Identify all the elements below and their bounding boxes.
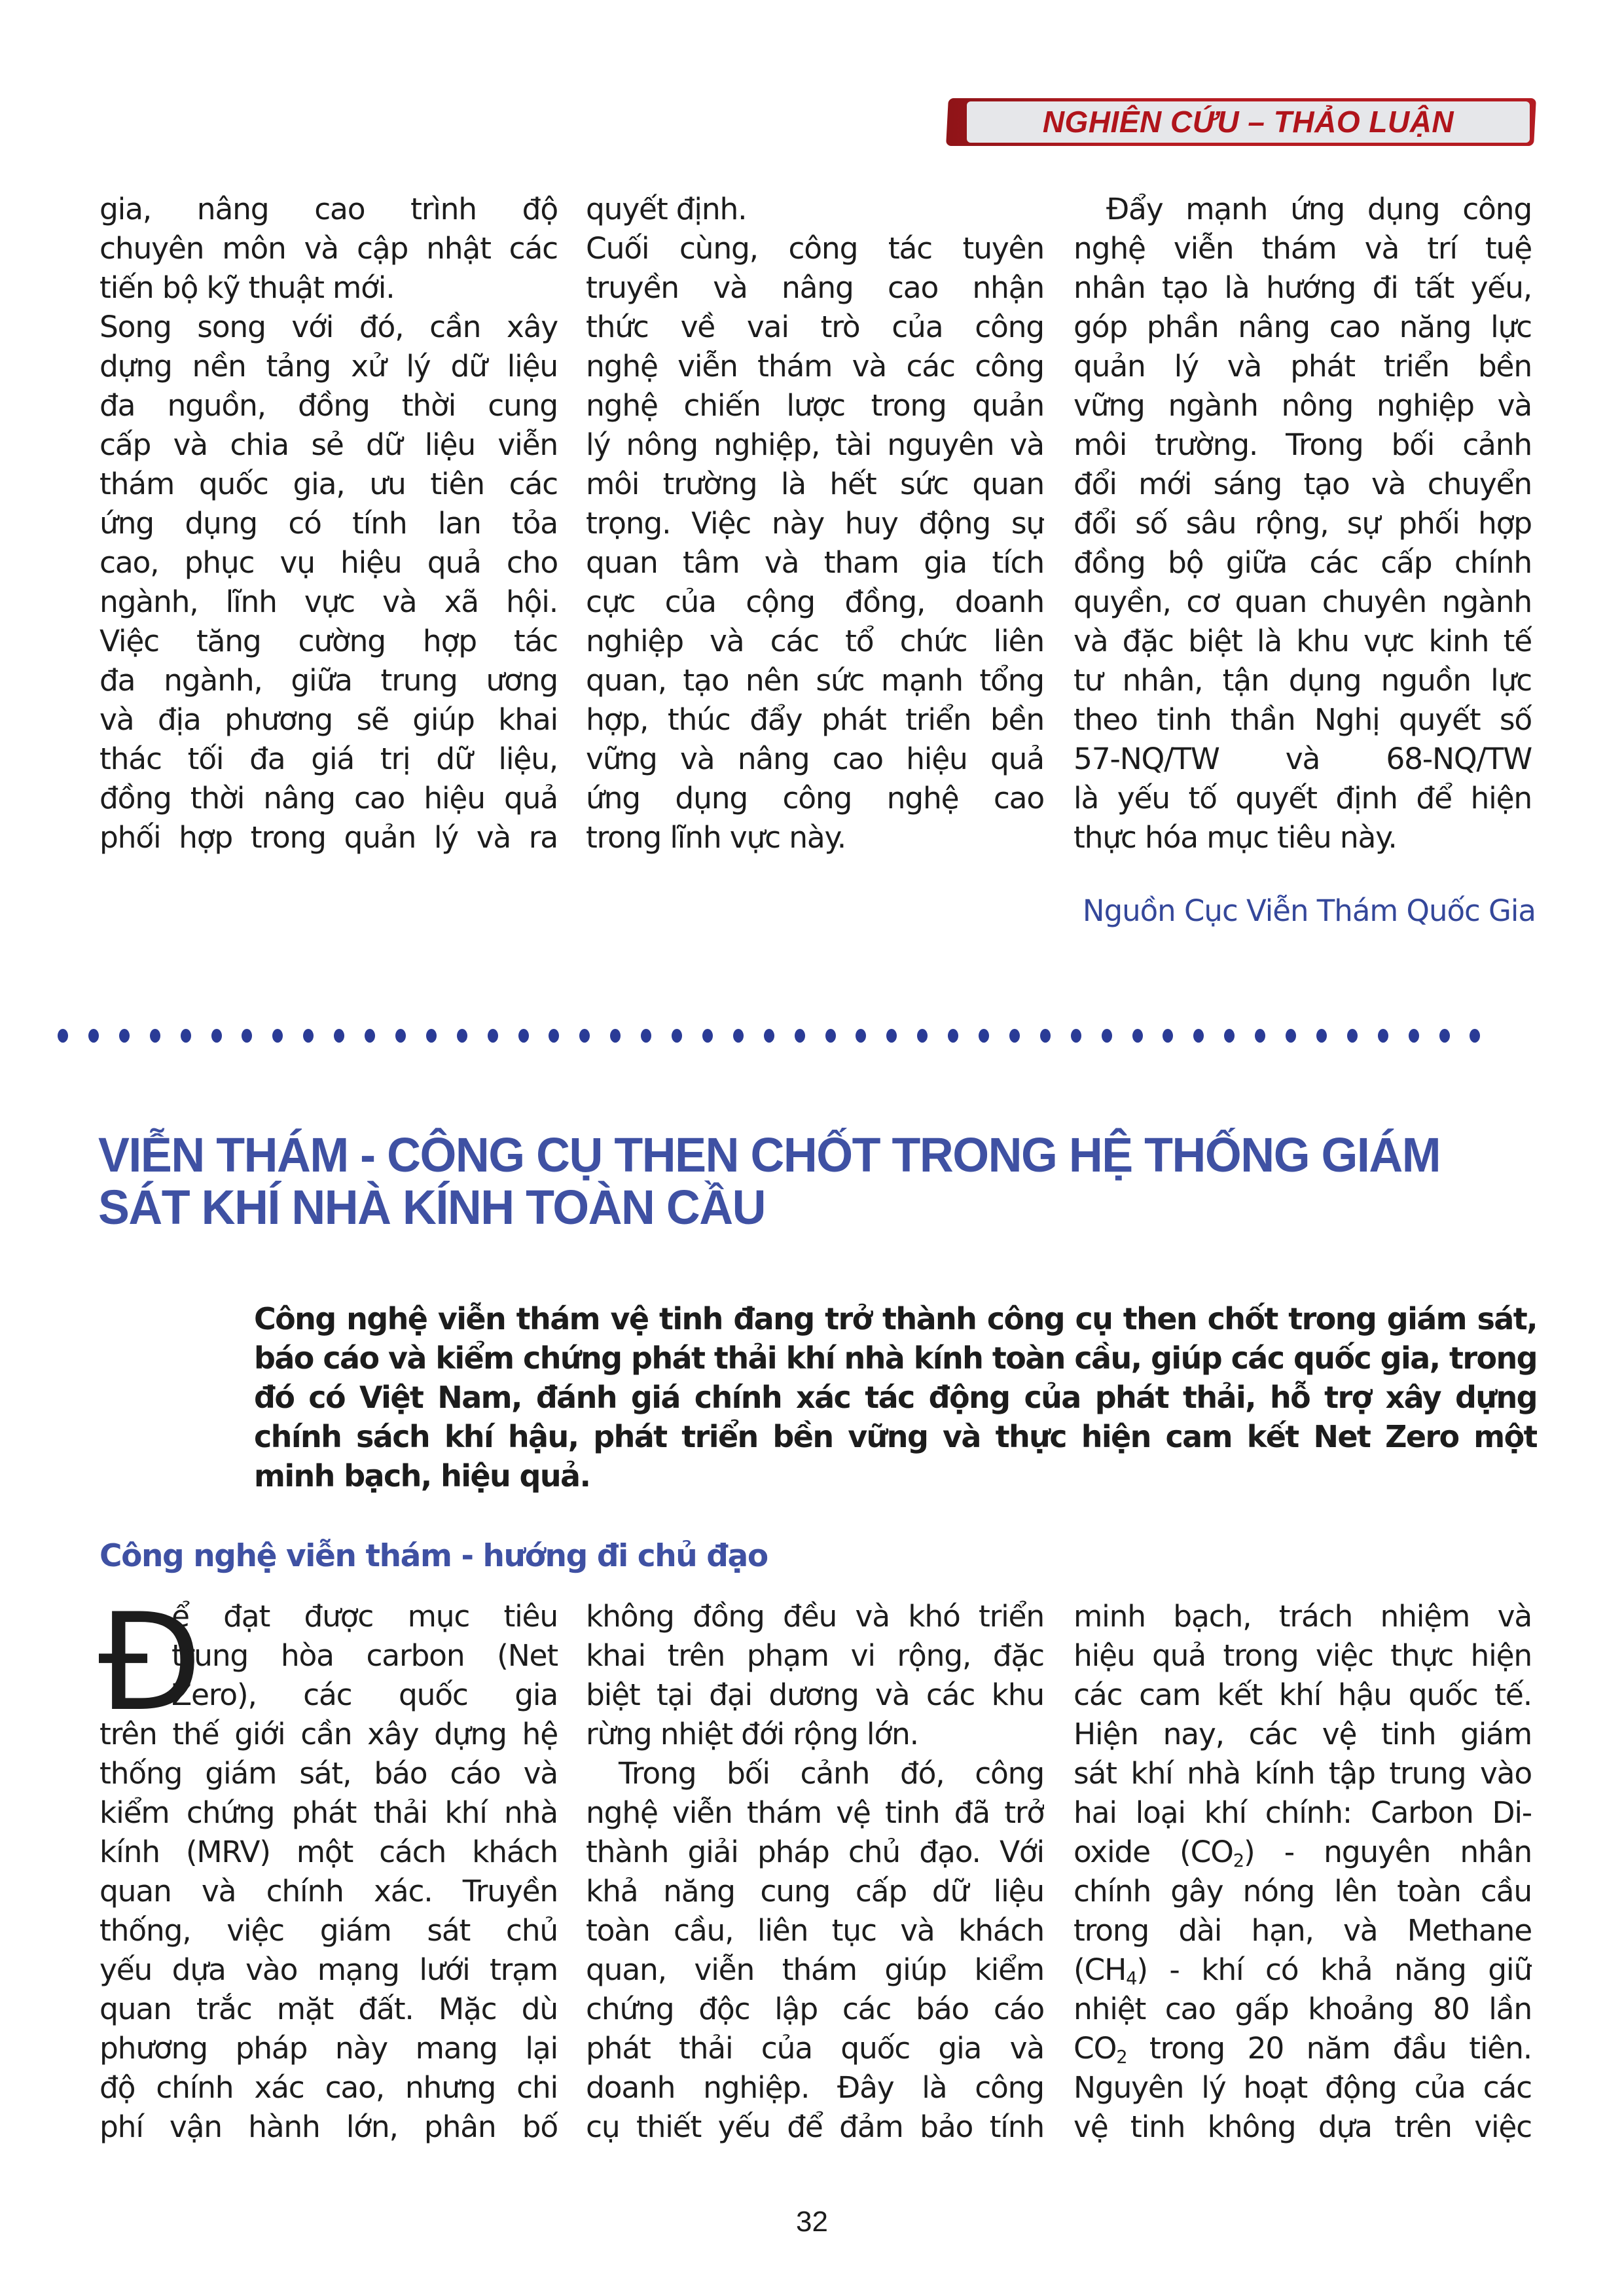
divider-dot [334,1029,344,1043]
text-line: tiến bộ kỹ thuật mới. [99,270,395,305]
text-line: khai trên phạm vi rộng, đặc [586,1638,1044,1673]
text-line: hiệu quả trong việc thực hiện [1074,1638,1532,1673]
text-line: các cam kết khí hậu quốc tế. [1074,1677,1532,1712]
text-line: quan trắc mặt đất. Mặc dù [99,1992,558,2026]
text-line: ứng dụng công nghệ cao [586,781,1044,816]
article-column-2 [586,1597,1044,2147]
text-line: minh bạch, hiệu quả. [254,1458,590,1494]
divider-dot [211,1029,222,1043]
text-line: chứng độc lập các báo cáo [586,1992,1044,2026]
text-line: ể đạt được mục tiêu [171,1599,558,1634]
divider-dot [1224,1029,1235,1043]
text-line: trên thế giới cần xây dựng hệ [99,1717,558,1751]
divider-dot [549,1029,559,1043]
text-line: đó có Việt Nam, đánh giá chính xác tác động của phát thải, hỗ trợ xây dựng [254,1380,1537,1415]
divider-dot [1316,1029,1327,1043]
text-line: Trong bối cảnh đó, công [619,1756,1044,1791]
divider-dot [1193,1029,1204,1043]
text-line: thức về vai trò của công [586,310,1044,344]
text-line: $(CH_4)$ - khí có khả năng giữ [1074,1952,1532,1989]
article-lead [254,1299,1537,1496]
text-line: nghệ chiến lược trong quản [586,388,1044,423]
divider-dot [457,1029,467,1043]
divider-dot [1040,1029,1051,1043]
divider-dot [1071,1029,1081,1043]
text-line: môi trường là hết sức quan [586,467,1044,501]
divider-dot [856,1029,866,1043]
text-line: là yếu tố quyết định để hiện [1074,781,1532,816]
dotted-divider [58,1029,1511,1045]
source-credit: Nguồn Cục Viễn Thám Quốc Gia [1082,893,1536,928]
text-line: và địa phương sẽ giúp khai [99,702,558,737]
divider-dot [610,1029,621,1043]
text-line: thác tối đa giá trị dữ liệu, [99,742,558,776]
text-line: ngành, lĩnh vực và xã hội. [99,584,558,619]
divider-dot [1102,1029,1112,1043]
text-line: phát thải của quốc gia và [586,2031,1044,2066]
text-line: toàn cầu, liên tục và khách [586,1913,1044,1948]
text-line: quan tâm và tham gia tích [586,545,1044,580]
divider-dot [733,1029,744,1043]
text-line: cấp và chia sẻ dữ liệu viễn [99,427,558,462]
section-label: NGHIÊN CỨU – THẢO LUẬN [1042,105,1454,139]
divider-dot [795,1029,805,1043]
text-line: chuyên môn và cập nhật các [99,231,558,266]
divider-dot [1439,1029,1450,1043]
divider-dot [88,1029,99,1043]
text-line: vững và nâng cao hiệu quả [586,742,1044,776]
divider-dot [488,1029,498,1043]
text-line: thống, việc giám sát chủ [99,1913,558,1948]
divider-dot [1255,1029,1265,1043]
text-line: nghiệp và các tổ chức liên [586,624,1044,658]
divider-dot [119,1029,130,1043]
text-line: đa ngành, giữa trung ương [99,663,558,698]
text-line: chính sách khí hậu, phát triển bền vững và thực hiện cam kết Net Zero một [254,1419,1537,1454]
text-line: kiểm chứng phát thải khí nhà [99,1795,558,1830]
text-line: quan, tạo nên sức mạnh tổng [586,663,1044,698]
divider-dot [365,1029,375,1043]
text-line: vệ tinh không dựa trên việc [1074,2109,1532,2144]
divider-dot [1132,1029,1143,1043]
text-line: Việc tăng cường hợp tác [99,624,558,658]
text-line: quyết định. [586,192,747,226]
text-line: Nguyên lý hoạt động của các [1074,2070,1532,2105]
text-line: sát khí nhà kính tập trung vào [1074,1756,1532,1791]
text-line: không đồng đều và khó triển [586,1599,1044,1634]
divider-dot [825,1029,836,1043]
text-line: phương pháp này mang lại [99,2031,558,2066]
text-line: nghệ viễn thám và trí tuệ [1074,231,1532,266]
headline-line-1: VIỄN THÁM - CÔNG CỤ THEN CHỐT TRONG HỆ THỐNG GIÁM [98,1128,1441,1182]
page-number: 32 [796,2206,828,2238]
divider-dot [1409,1029,1419,1043]
divider-dot [58,1029,68,1043]
text-line: doanh nghiệp. Đây là công [586,2070,1044,2105]
text-line: truyền và nâng cao nhận [586,270,1044,305]
divider-dot [641,1029,651,1043]
article-column-3 [1074,1597,1532,2147]
divider-dot [948,1029,958,1043]
text-line: chính gây nóng lên toàn cầu [1074,1874,1532,1909]
text-line: phối hợp trong quản lý và ra [99,820,558,855]
prev-article-column-1 [99,190,558,857]
article-headline [98,1129,1495,1234]
text-line: cực của cộng đồng, doanh [586,584,1044,619]
text-line: nhân tạo là hướng đi tất yếu, [1074,270,1532,305]
divider-dot [1286,1029,1296,1043]
divider-dot [518,1029,529,1043]
text-line: góp phần nâng cao năng lực [1074,310,1532,344]
text-line: vững ngành nông nghiệp và [1074,388,1532,423]
text-line: đồng thời nâng cao hiệu quả [99,781,558,816]
text-line: 57-NQ/TW và 68-NQ/TW [1074,742,1532,776]
text-line: kính (MRV) một cách khách [99,1835,558,1869]
divider-dot [979,1029,989,1043]
text-line: quan và chính xác. Truyền [99,1874,558,1909]
text-line: theo tinh thần Nghị quyết số [1074,702,1532,737]
text-line: $CO_2$ trong 20 năm đầu tiên. [1074,2031,1532,2068]
text-line: trong dài hạn, và Methane [1074,1913,1532,1948]
divider-dot [395,1029,406,1043]
text-line: trọng. Việc này huy động sự [586,506,1044,541]
text-line: nghệ viễn thám và các công [586,349,1044,384]
text-line: phí vận hành lớn, phân bố [99,2109,558,2144]
divider-dot [303,1029,314,1043]
text-line: nghệ viễn thám vệ tinh đã trở [586,1795,1044,1830]
divider-dot [1163,1029,1173,1043]
text-line: môi trường. Trong bối cảnh [1074,427,1532,462]
text-line: Zero), các quốc gia [171,1677,558,1712]
divider-dot [242,1029,252,1043]
prev-article-column-2 [586,190,1044,857]
divider-dot [1009,1029,1020,1043]
text-line: thực hóa mục tiêu này. [1074,820,1397,855]
divider-dot [1347,1029,1358,1043]
text-line: báo cáo và kiểm chứng phát thải khí nhà kính toàn cầu, giúp các quốc gia, trong [254,1340,1537,1376]
text-line: trung hòa carbon (Net [171,1638,558,1673]
text-line: khả năng cung cấp dữ liệu [586,1874,1044,1909]
text-line: nhiệt cao gấp khoảng 80 lần [1074,1992,1532,2026]
divider-dot [1378,1029,1388,1043]
text-line: dựng nền tảng xử lý dữ liệu [99,349,558,384]
divider-dot [181,1029,191,1043]
text-line: đổi số sâu rộng, sự phối hợp [1074,506,1532,541]
text-line: biệt tại đại dương và các khu [586,1677,1044,1712]
divider-dot [426,1029,437,1043]
divider-dot [702,1029,713,1043]
text-line: đổi mới sáng tạo và chuyển [1074,467,1532,501]
text-line: yếu dựa vào mạng lưới trạm [99,1952,558,1987]
text-line: thám quốc gia, ưu tiên các [99,467,558,501]
text-line: oxide $(CO_2)$ - nguyên nhân [1074,1835,1532,1871]
text-line: cao, phục vụ hiệu quả cho [99,545,558,580]
text-line: Đẩy mạnh ứng dụng công [1106,192,1532,226]
divider-dot [1470,1029,1480,1043]
text-line: độ chính xác cao, nhưng chi [99,2070,558,2105]
divider-dot [764,1029,774,1043]
text-line: lý nông nghiệp, tài nguyên và [586,427,1044,462]
section-subheading: Công nghệ viễn thám - hướng đi chủ đạo [99,1538,768,1574]
divider-dot [150,1029,160,1043]
text-line: Song song với đó, cần xây [99,310,558,344]
divider-dot [579,1029,590,1043]
headline-line-2: SÁT KHÍ NHÀ KÍNH TOÀN CẦU [98,1180,766,1234]
text-line: Cuối cùng, công tác tuyên [586,231,1044,266]
text-line: và đặc biệt là khu vực kinh tế [1074,624,1532,658]
text-line: tư nhân, tận dụng nguồn lực [1074,663,1532,698]
drop-cap: Đ [98,1585,202,1741]
text-line: quyền, cơ quan chuyên ngành [1074,584,1532,619]
divider-dot [917,1029,928,1043]
text-line: minh bạch, trách nhiệm và [1074,1599,1532,1634]
text-line: cụ thiết yếu để đảm bảo tính [586,2109,1044,2144]
text-line: ứng dụng có tính lan tỏa [99,506,558,541]
text-line: đồng bộ giữa các cấp chính [1074,545,1532,580]
article-column-1 [98,1585,558,2147]
text-line: Hiện nay, các vệ tinh giám [1074,1717,1532,1751]
text-line: quan, viễn thám giúp kiểm [586,1952,1044,1987]
divider-dot [272,1029,283,1043]
divider-dot [886,1029,897,1043]
text-line: hai loại khí chính: Carbon Di- [1074,1795,1532,1830]
divider-dot [672,1029,682,1043]
text-line: thống giám sát, báo cáo và [99,1756,558,1791]
text-line: quản lý và phát triển bền [1074,349,1532,384]
text-line: Công nghệ viễn thám vệ tinh đang trở thành công cụ then chốt trong giám sát, [254,1301,1537,1336]
text-line: đa nguồn, đồng thời cung [99,388,558,423]
prev-article-column-3 [1074,190,1532,857]
text-line: hợp, thúc đẩy phát triển bền [586,702,1044,737]
section-banner [947,98,1536,147]
text-line: rừng nhiệt đới rộng lớn. [586,1717,918,1751]
text-line: trong lĩnh vực này. [586,820,846,855]
text-line: gia, nâng cao trình độ [99,192,558,226]
text-line: thành giải pháp chủ đạo. Với [586,1835,1044,1869]
